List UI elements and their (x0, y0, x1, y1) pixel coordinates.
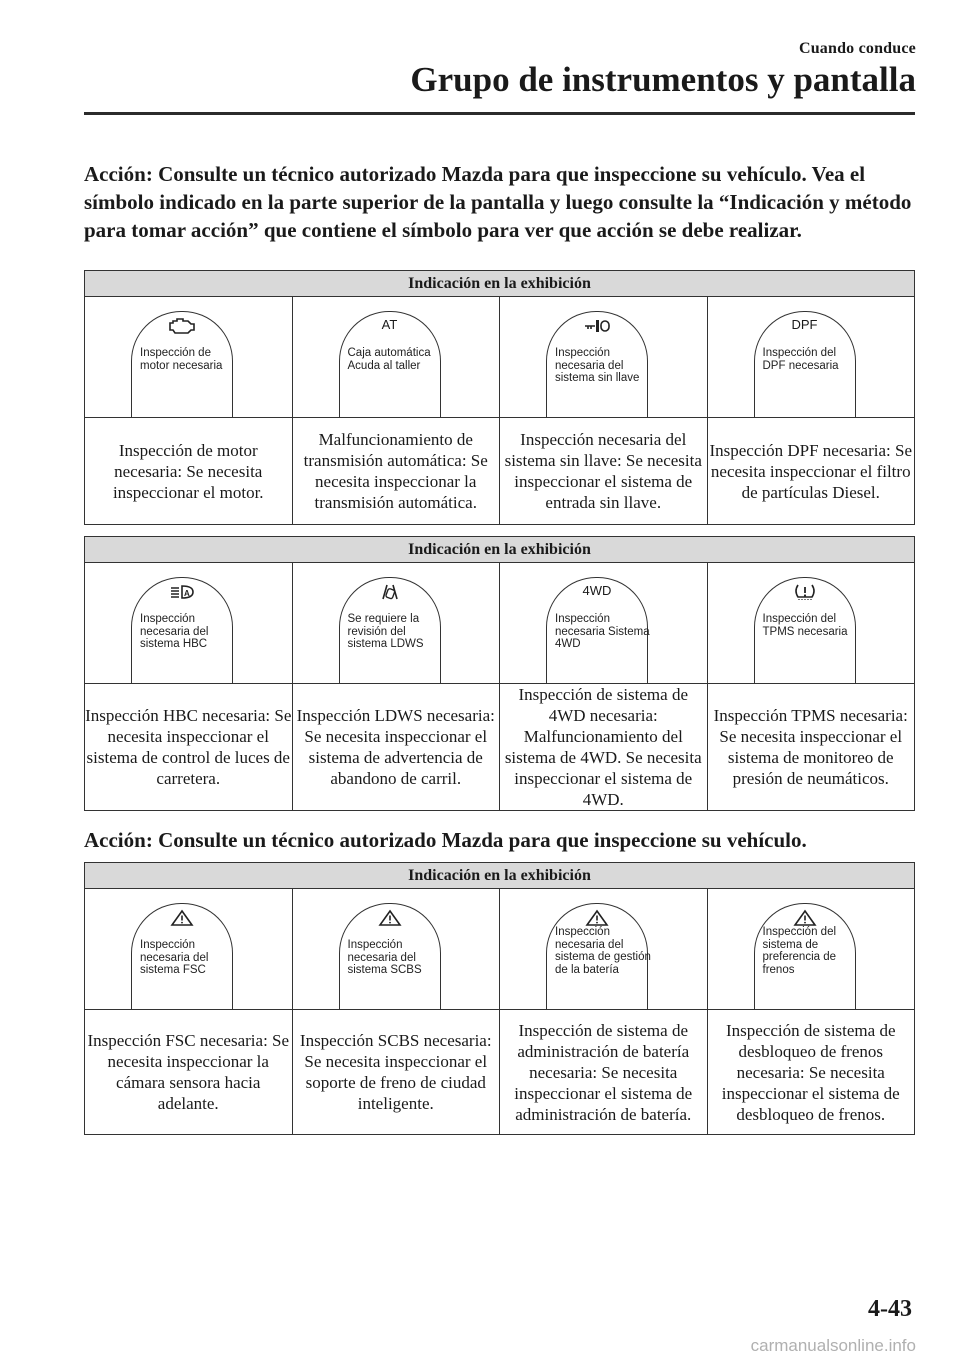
table-header: Indicación en la exhibición (85, 537, 915, 563)
display-table-3 (84, 862, 915, 1135)
section-label: Cuando conduce (798, 40, 916, 57)
table-header: Indicación en la exhibición (85, 863, 915, 889)
key-icon (582, 317, 612, 335)
display-cell (292, 297, 500, 418)
screen-text: Inspección del DPF necesaria (762, 347, 839, 372)
display-cell (707, 297, 915, 418)
chapter-title: Grupo de instrumentos y pantalla (410, 60, 916, 99)
display-screen (754, 577, 856, 684)
screen-text: Inspección necesaria del sistema sin llave (555, 347, 640, 384)
display-screen (131, 577, 233, 684)
screen-text: Inspección del sistema de preferencia de frenos (762, 926, 837, 976)
description: Inspección de sistema de administración de batería necesaria: Se necesita inspeccionar el sistema de administración de batería. (500, 1010, 708, 1135)
page-header (410, 40, 916, 99)
display-cell (292, 563, 500, 684)
dpf-symbol: DPF (791, 317, 818, 332)
description: Inspección HBC necesaria: Se necesita inspeccionar el sistema de control de luces de carretera. (85, 684, 293, 811)
screen-text: Inspección necesaria del sistema SCBS (347, 939, 422, 976)
description: Inspección SCBS necesaria: Se necesita inspeccionar el soporte de freno de ciudad inteligente. (292, 1010, 500, 1135)
display-screen (339, 903, 441, 1010)
high-beam-auto-icon (167, 583, 197, 601)
display-screen (546, 311, 648, 418)
display-cell (85, 889, 293, 1010)
warning-triangle-icon (375, 909, 405, 927)
description: Inspección FSC necesaria: Se necesita inspeccionar la cámara sensora hacia adelante. (85, 1010, 293, 1135)
svg-text:A: A (184, 589, 190, 598)
lane-departure-icon (375, 583, 405, 601)
display-cell (500, 297, 708, 418)
warning-triangle-icon (790, 909, 820, 927)
page-number: 4-43 (868, 1296, 912, 1322)
display-screen (754, 903, 856, 1010)
watermark: carmanualsonline.info (750, 1336, 916, 1355)
description: Inspección de sistema de desbloqueo de frenos necesaria: Se necesita inspeccionar el sistema de desbloqueo de frenos. (707, 1010, 915, 1135)
description: Inspección DPF necesaria: Se necesita inspeccionar el filtro de partículas Diesel. (707, 418, 915, 525)
screen-text: Inspección necesaria del sistema de gestión de la batería (555, 926, 651, 976)
display-table-1 (84, 270, 915, 525)
display-cell (500, 563, 708, 684)
display-screen (131, 311, 233, 418)
display-screen (546, 577, 648, 684)
display-screen (131, 903, 233, 1010)
screen-text: Inspección necesaria del sistema FSC (140, 939, 209, 976)
action-paragraph-1: Acción: Consulte un técnico autorizado Mazda para que inspeccione su vehículo. Vea el símbolo indicado en la parte superior de la pantalla y luego consulte la “Indicación y método para tomar acción” que contiene el símbolo para ver que acción se debe realizar. (84, 162, 912, 242)
display-table-2 (84, 536, 915, 811)
display-screen (546, 903, 651, 1010)
description: Inspección de motor necesaria: Se necesita inspeccionar el motor. (85, 418, 293, 525)
display-cell (707, 889, 915, 1010)
action-paragraph-2: Acción: Consulte un técnico autorizado Mazda para que inspeccione su vehículo. (84, 828, 807, 852)
screen-text: Caja automática Acuda al taller (347, 347, 431, 372)
at-symbol: AT (381, 317, 398, 332)
display-cell (500, 889, 708, 1010)
description: Malfuncionamiento de transmisión automática: Se necesita inspeccionar la transmisión automática. (292, 418, 500, 525)
display-screen (754, 311, 856, 418)
screen-text: Inspección del TPMS necesaria (762, 613, 848, 638)
description: Inspección de sistema de 4WD necesaria: Malfuncionamiento del sistema de 4WD. Se necesita inspeccionar el sistema de 4WD. (500, 684, 708, 811)
screen-text: Inspección de motor necesaria (140, 347, 223, 372)
table-header: Indicación en la exhibición (85, 271, 915, 297)
description: Inspección necesaria del sistema sin llave: Se necesita inspeccionar el sistema de entrada sin llave. (500, 418, 708, 525)
header-rule (84, 112, 915, 115)
display-screen (339, 577, 441, 684)
tire-pressure-icon (790, 583, 820, 601)
4wd-symbol: 4WD (582, 583, 612, 598)
screen-text: Se requiere la revisión del sistema LDWS (347, 613, 424, 650)
warning-triangle-icon (167, 909, 197, 927)
screen-text: Inspección necesaria del sistema HBC (140, 613, 209, 650)
screen-text: Inspección necesaria Sistema 4WD (555, 613, 650, 650)
display-cell (292, 889, 500, 1010)
description: Inspección TPMS necesaria: Se necesita inspeccionar el sistema de monitoreo de presión de neumáticos. (707, 684, 915, 811)
display-cell (85, 563, 293, 684)
warning-triangle-icon (582, 909, 612, 927)
display-screen (339, 311, 441, 418)
display-cell (707, 563, 915, 684)
description: Inspección LDWS necesaria: Se necesita inspeccionar el sistema de advertencia de abandono de carril. (292, 684, 500, 811)
display-cell (85, 297, 293, 418)
engine-icon (167, 317, 197, 335)
